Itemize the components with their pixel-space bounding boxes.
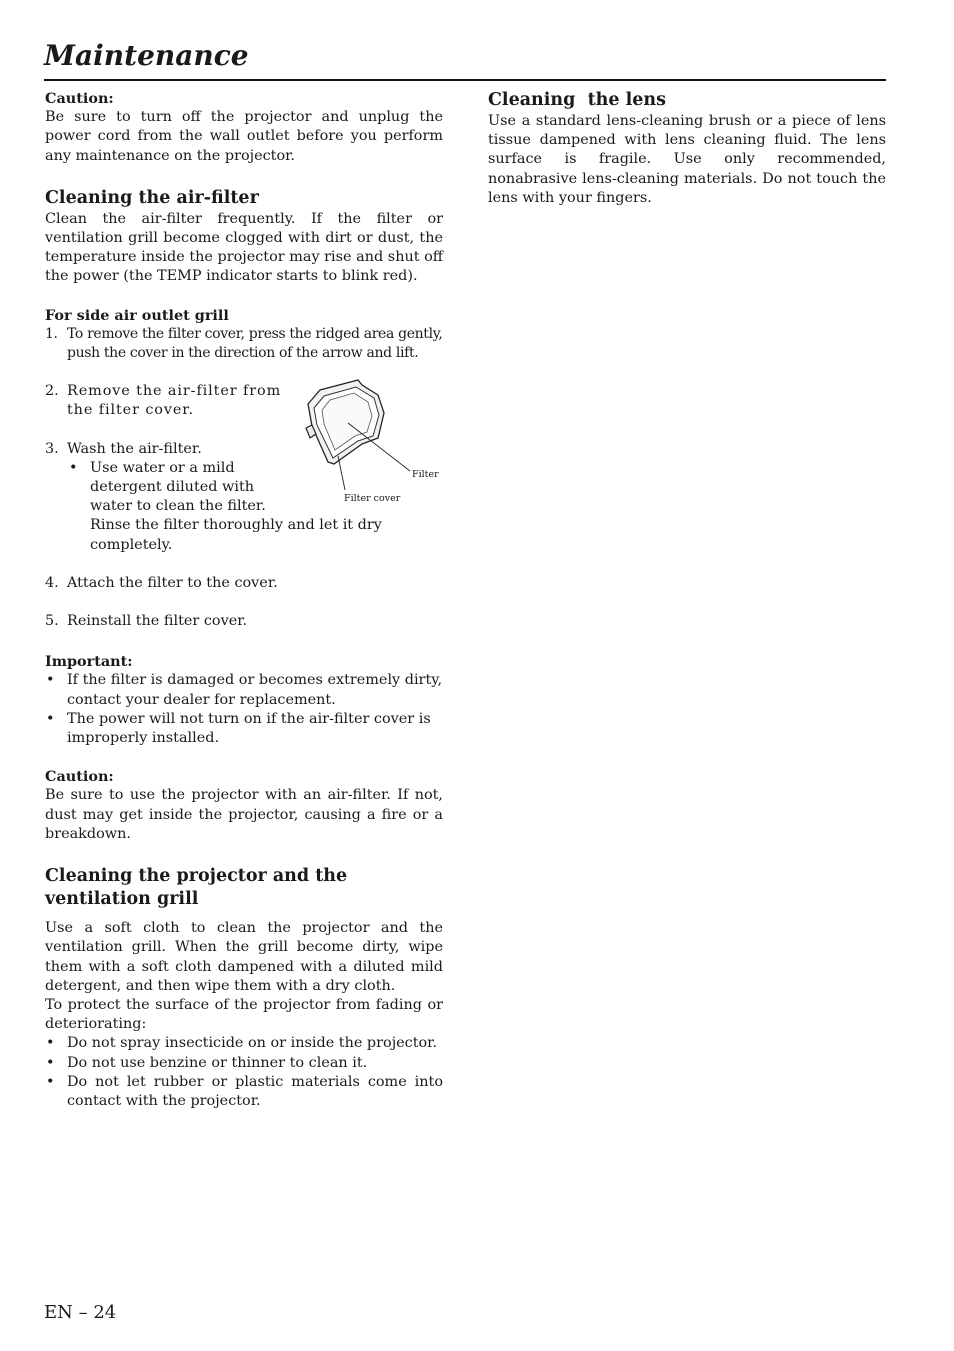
rinse-text: Rinse the filter thoroughly and let it dry completely.	[90, 517, 382, 553]
important-list	[45, 671, 443, 748]
projector-text: To protect the surface of the projector from fading or deteriorating:	[45, 996, 443, 1033]
page-title: Maintenance	[44, 39, 249, 72]
important-label: Important:	[45, 653, 133, 671]
list-item: • Do not spray insecticide on or inside the projector.	[45, 1034, 443, 1053]
step-sub-item	[67, 459, 270, 517]
step-text: To remove the filter cover, press the ridged area gently, push the cover in the direction of the arrow and lift.	[67, 325, 443, 362]
step-text: Reinstall the filter cover.	[67, 613, 248, 630]
list-item: • The power will not turn on if the air-filter cover is improperly installed.	[45, 710, 443, 748]
step-text: Wash the air-filter.	[67, 440, 202, 457]
title-rule	[44, 79, 886, 81]
step-number: 1.	[45, 325, 58, 342]
step-item	[45, 382, 303, 420]
caution-label: Caution:	[45, 768, 114, 786]
side-outlet-label: For side air outlet grill	[45, 306, 229, 324]
projector-list	[45, 1034, 443, 1111]
step-text: Remove the air-filter from the filter cover.	[67, 383, 282, 419]
list-item: • If the filter is damaged or becomes extremely dirty, contact your dealer for replacement.	[45, 671, 443, 709]
caution-text: Be sure to turn off the projector and unplug the power cord from the wall outlet before you perform any maintenance on the projector.	[45, 109, 443, 164]
step-number: 5.	[45, 613, 59, 630]
lens-heading: Cleaning the lens	[488, 90, 666, 110]
step-sub-text: Use water or a mild detergent diluted with water to clean the filter.	[90, 459, 266, 515]
filter-caption: Filter	[412, 469, 439, 480]
page-number: EN – 24	[44, 1302, 117, 1323]
air-filter-heading: Cleaning the air-filter	[45, 187, 259, 208]
lens-text: Use a standard lens-cleaning brush or a piece of lens tissue dampened with lens cleaning fluid. The lens surface is fragile. Use only recommended, nonabrasive lens-cleaning materials. Do not touch the lens with your fingers.	[488, 113, 886, 206]
filter-cover-illustration	[300, 378, 445, 508]
right-column	[488, 89, 886, 208]
air-filter-figure	[300, 378, 445, 508]
list-item: • Do not use benzine or thinner to clean it.	[45, 1054, 443, 1073]
air-filter-text: Clean the air-filter frequently. If the filter or ventilation grill become clogged with dirt or dust, the temperature inside the projector may rise and shut off the power (the TEMP indicator starts to blink red).	[45, 210, 443, 285]
step-item	[45, 574, 443, 593]
projector-text: Use a soft cloth to clean the projector and the ventilation grill. When the grill become dirty, wipe them with a soft cloth dampened with a diluted mild detergent, and then wipe them with a dry cloth.	[45, 920, 443, 994]
step-item	[45, 612, 443, 631]
filter-cover-caption: Filter cover	[344, 493, 401, 504]
step-text: Attach the filter to the cover.	[67, 574, 278, 591]
left-column	[45, 89, 443, 1111]
caution-text: Be sure to use the projector with an air-filter. If not, dust may get inside the projector, causing a fire or a breakdown.	[45, 787, 443, 842]
caution-label: Caution:	[45, 90, 114, 107]
step-number: 3.	[45, 440, 59, 457]
step-number: 2.	[45, 383, 59, 400]
projector-heading: Cleaning the projector and the ventilation grill	[45, 866, 348, 910]
list-item: • Do not let rubber or plastic materials come into contact with the projector.	[45, 1073, 443, 1111]
step-number: 4.	[45, 574, 59, 591]
step-item	[45, 325, 443, 363]
